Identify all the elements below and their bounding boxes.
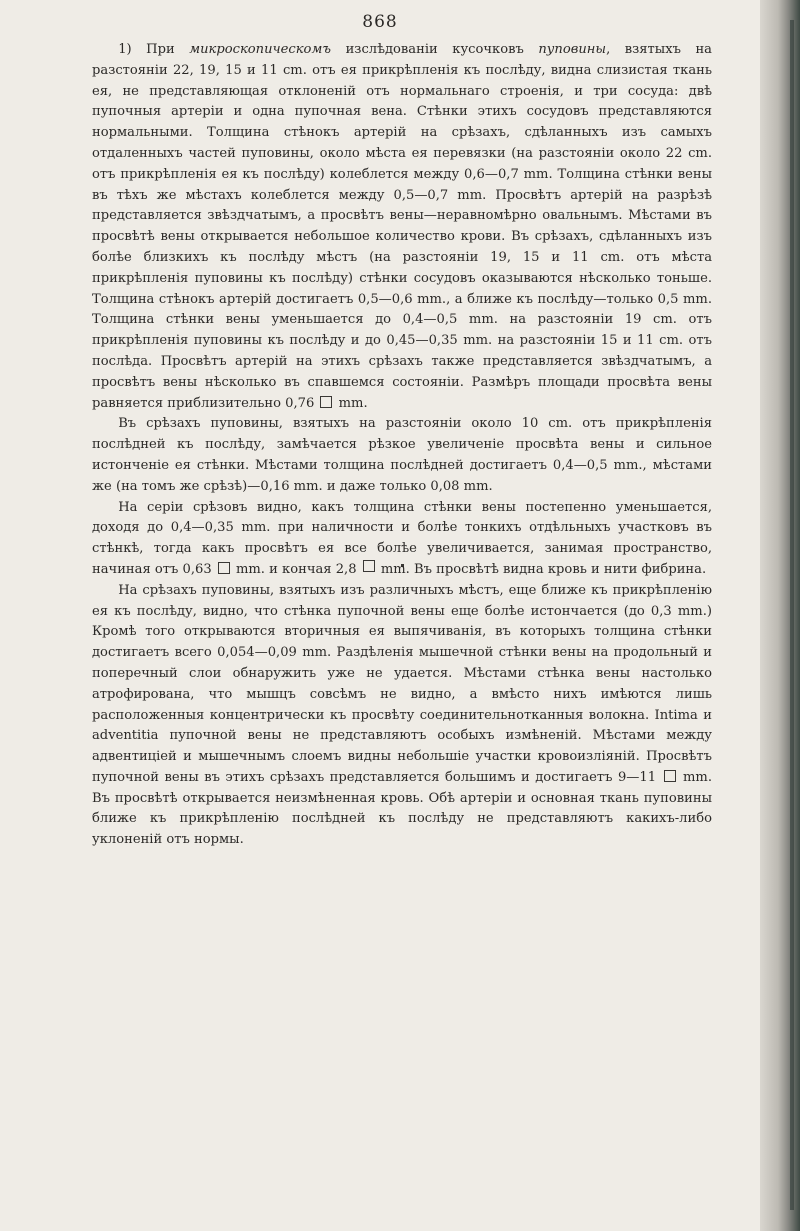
emphasis-text: микроскопическомъ (189, 42, 332, 57)
paragraph-text: mm. и кончая 2,8 (231, 561, 361, 577)
paragraph-text: mm. (334, 395, 368, 411)
paragraph (92, 498, 712, 581)
paragraph-text: На срѣзахъ пуповины, взятыхъ изъ различныхъ мѣстъ, еще ближе къ прикрѣпленію ея къ послѣду, видно, что стѣнка пупочной вены еще болѣе истончается (до 0,3 mm.) Кромѣ того открываются вторичныя ея выпячиванія, въ которыхъ толщина стѣнки достигаетъ всего 0,054—0,09 mm. Раздѣленія мышечной стѣнки вены на продольный и поперечный слои обнаружить уже не удается. Мѣстами стѣнка вены настолько атрофирована, что мышцъ совсѣмъ не видно, а вмѣсто нихъ имѣются лишь расположенныя концентрически къ просвѣту соединительнотканныя волокна. Intima и adventitia пупочной вены не представляютъ особыхъ измѣненій. Мѣстами между адвентиціей и мышечнымъ слоемъ видны небольшіе участки кровоизліяній. Просвѣтъ пупочной вены въ этихъ срѣзахъ представляется большимъ и достигаетъ 9—11 (92, 582, 712, 785)
page-number: 868 (362, 12, 398, 32)
square-unit-symbol (320, 396, 332, 408)
paragraph-text: 1) При (118, 42, 190, 57)
book-binding-edge (760, 0, 800, 1231)
paragraph-text: mm. Въ просвѣтѣ открывается неизмѣненная кровь. Обѣ артеріи и основная ткань пуповины ближе къ прикрѣпленію послѣдней къ послѣду не представляютъ какихъ-либо уклоненій отъ нормы. (92, 769, 712, 848)
binding-shadow (790, 20, 794, 1210)
square-unit-symbol (664, 770, 676, 782)
paragraph-text: изслѣдованіи кусочковъ (331, 42, 539, 57)
paragraph (92, 581, 712, 851)
paragraph-text: Въ срѣзахъ пуповины, взятыхъ на разстояніи около 10 cm. отъ прикрѣпленія послѣдней къ послѣду, замѣчается рѣзкое увеличеніе просвѣта вены и сильное истонченіе ея стѣнки. Мѣстами толщина послѣдней достигаетъ 0,4—0,5 mm., мѣстами же (на томъ же срѣзѣ)—0,16 mm. и даже только 0,08 mm. (92, 416, 712, 494)
paragraph-text: , взятыхъ на разстояніи 22, 19, 15 и 11 cm. отъ ея прикрѣпленія къ послѣду, видна слизистая ткань ея, не представляющая отклоненій отъ нормальнаго строенія, и три сосуда: двѣ пупочныя артеріи и одна пупочная вена. Стѣнки этихъ сосудовъ представляются нормальными. Толщина стѣнокъ артерій на срѣзахъ, сдѣланныхъ изъ самыхъ отдаленныхъ частей пуповины, около мѣста ея перевязки (на разстояніи около 22 cm. отъ прикрѣпленія ея къ послѣду) колеблется между 0,6—0,7 mm. Толщина стѣнки вены въ тѣхъ же мѣстахъ колеблется между 0,5—0,7 mm. Просвѣтъ артерій на разрѣзѣ представляется звѣздчатымъ, а просвѣтъ вены—неравномѣрно овальнымъ. Мѣстами въ просвѣтѣ вены открывается небольшое количество крови. Въ срѣзахъ, сдѣланныхъ изъ болѣе близкихъ къ послѣду мѣстъ (на разстояніи 19, 15 и 11 cm. отъ мѣста прикрѣпленія пуповины къ послѣду) стѣнки сосудовъ оказываются нѣсколько тоньше. Толщина стѣнокъ артерій достигаетъ 0,5—0,6 mm., а ближе къ послѣду—только 0,5 mm. Толщина стѣнки вены уменьшается до 0,4—0,5 mm. на разстояніи 19 cm. отъ прикрѣпленія пуповины къ послѣду и до 0,45—0,35 mm. на разстояніи 15 и 11 cm. отъ послѣда. Просвѣтъ артерій на этихъ срѣзахъ также представляется звѣздчатымъ, а просвѣтъ вены нѣсколько въ спавшемся состояніи. Размѣръ площади просвѣта вены равняется приблизительно 0,76 (92, 42, 712, 411)
paragraph-text: mm. Въ просвѣтѣ видна кровь и нити фибрина. (376, 561, 707, 577)
body-text (92, 40, 712, 851)
paragraph (92, 414, 712, 497)
square-unit-symbol (218, 562, 230, 574)
square-unit-symbol (363, 560, 375, 572)
paragraph (92, 40, 712, 414)
paragraph-text: На серіи срѣзовъ видно, какъ толщина стѣнки вены постепенно уменьшается, доходя до 0,4—0,35 mm. при наличности и болѣе тонкихъ отдѣльныхъ участковъ въ стѣнкѣ, тогда какъ просвѣтъ ея все болѣе увеличивается, занимая пространство, начиная отъ 0,63 (92, 499, 712, 577)
emphasis-text: пуповины (538, 42, 607, 57)
